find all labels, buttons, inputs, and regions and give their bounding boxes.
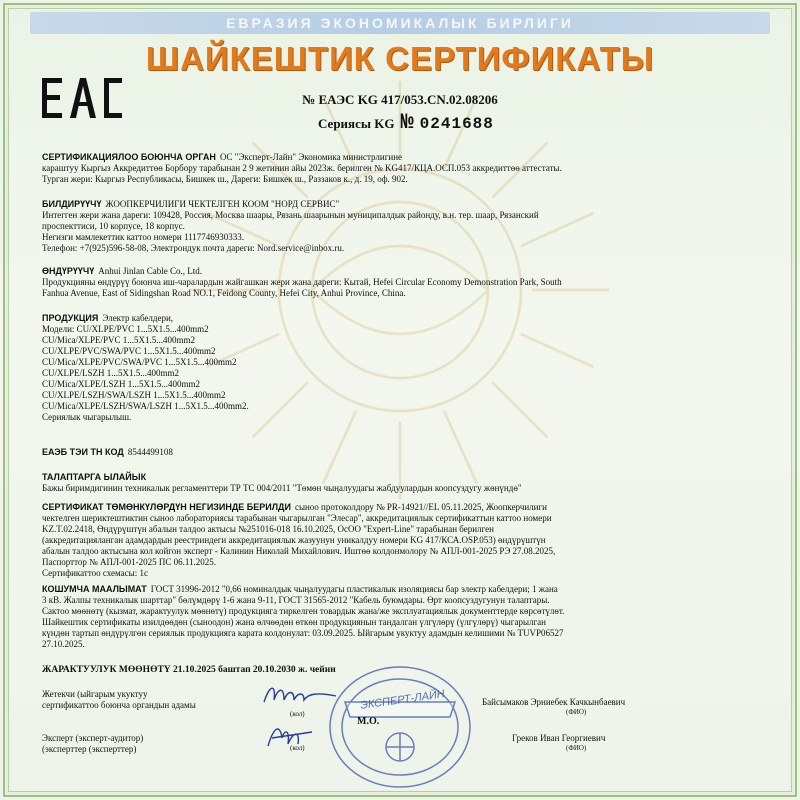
stamp-text: ЭКСПЕРТ-ЛАЙН — [359, 688, 446, 712]
product-block — [42, 313, 762, 423]
additional-info-label: КОШУМЧА МААЛЫМАТ — [42, 584, 147, 594]
expert-label: Эксперт (эксперт-аудитор) — [42, 733, 144, 743]
applicant-block — [42, 199, 762, 254]
hs-code-label: ЕАЭБ ТЭИ ТН КОД — [42, 447, 124, 457]
basis-line: сыноо протоколдору № PR-14921//EL 05.11.2025, Жоопкерчилиги — [294, 502, 547, 512]
banner-text: ЕВРАЗИЯ ЭКОНОМИКАЛЫК БИРЛИГИ — [226, 15, 574, 31]
requirements-label: ТАЛАПТАРГА ЫЛАЙЫК — [42, 472, 147, 482]
eeu-banner — [30, 12, 770, 34]
product-line: CU/Mica/XLPE/LSZH 1...5X1.5...400mm2 — [42, 379, 200, 389]
official-stamp — [325, 662, 475, 792]
applicant-line: Телефон: +7(925)596-58-08, Электрондук почта дареги: Nord.service@inbox.ru. — [42, 243, 345, 253]
head-sign-caption: (кол) — [290, 710, 305, 718]
requirements-block — [42, 472, 762, 494]
applicant-label: БИЛДИРҮҮЧҮ — [42, 199, 102, 209]
additional-info-line: 3 кВ. Жалпы техникалык шарттар" бөлүмдөрү 1-6 жана 9-11, ГОСТ 31565-2012 "Кабель буюмдары. Өрт коопсуздугунун талаптары. — [42, 595, 550, 605]
basis-line: чектелген шериктештиктин сыноо лабораториясы тарабынан чыгарылган "Элесар", аккредитациялык сертификаттын каттоо номери — [42, 513, 552, 523]
requirements-line: Бажы биримдигинин техникалык регламенттери ТР ТС 004/2011 "Төмөн чыңалуудагы жабдуулардын коопсуздугу жөнүндө" — [42, 483, 522, 493]
additional-info-line: Сактоо мөөнөтү (кызмат, жарактуулук мөөнөтү) продукцияга тиркелген товардык жана/же эксплуатациялык документтерде көрсөтүлөт. — [42, 606, 565, 616]
certificate-title: ШАЙКЕШТИК СЕРТИФИКАТЫ — [145, 40, 655, 77]
product-line: CU/Mica/XLPE/LSZH/SWA/LSZH 1...5X1.5...400mm2. — [42, 401, 249, 411]
series-number: 0241688 — [419, 115, 494, 133]
manufacturer-line: Продукцияны өндүрүү боюнча иш-чаралардын жайгашкан жери жана дареги: Кытай, Hefei Circular Economy Demonstration Park, South — [42, 277, 562, 287]
basis-block — [42, 502, 762, 579]
registration-number: № ЕАЭС KG 417/053.CN.02.08206 — [302, 92, 498, 107]
applicant-line: Негизги мамлекеттик каттоо номери 1117746930333. — [42, 232, 245, 242]
applicant-line: проспекттиси, 10 корпусе, 18 корпус. — [42, 221, 185, 231]
manufacturer-block — [42, 266, 762, 299]
product-line: Модели: CU/XLPE/PVC 1...5X1.5...400mm2 — [42, 324, 209, 334]
product-line: Сериялык чыгарылыш. — [42, 412, 132, 422]
hs-code-value: 8544499108 — [127, 447, 173, 457]
head-label: сертификаттоо боюнча органдын адамы — [42, 700, 196, 710]
basis-line: абалын талдоо актысына кол койгон эксперт - Калинин Николай Михайлович. Иштөө колдонмолору № АПЛ-001-2025 РЭ 27.08.2025, — [42, 546, 556, 556]
product-line: Электр кабелдери, — [102, 313, 174, 323]
certification-body-label: СЕРТИФИКАЦИЯЛОО БОЮНЧА ОРГАН — [42, 152, 216, 162]
expert-name: Греков Иван Георгиевич — [512, 733, 606, 743]
expert-label: (эксперттер (эксперттер) — [42, 744, 137, 754]
head-name: Байсымаков Эрниебек Качкынбаевич — [482, 697, 626, 707]
number-sign: № — [400, 110, 414, 135]
basis-label: СЕРТИФИКАТ ТӨМӨНКҮЛӨРДҮН НЕГИЗИНДЕ БЕРИЛДИ — [42, 502, 291, 512]
series-label: Сериясы KG — [318, 116, 395, 131]
product-line: CU/Mica/XLPE/PVC 1...5X1.5...400mm2 — [42, 335, 196, 345]
head-name-caption: (ФИО) — [566, 708, 587, 716]
certification-body-line: караштуу Кыргыз Аккредиттөө Борбору тарабынан 2 9 жетинин айы 2023ж. берилген № KG417/КЦА.ОСП.053 аккредиттөө аттестаты. — [42, 163, 562, 173]
product-line: CU/XLPE/LSZH 1...5X1.5...400mm2 — [42, 368, 180, 378]
series-row — [318, 110, 494, 135]
basis-line: Сертификаттоо схемасы: 1с — [42, 568, 148, 578]
additional-info-line: күндөн тартып өндүрүлгөн сериялык продукцияга карата колдонулат: 03.09.2025. Ыйгарым укуктуу адамдын келишими № TUVP06527 — [42, 628, 564, 638]
head-signature-row — [42, 689, 196, 711]
product-line: CU/XLPE/PVC/SWA/PVC 1...5X1.5...400mm2 — [42, 346, 216, 356]
basis-line: (аккредитацияланган адамдардын реестриндеги аккредитациялык жазуунун уникалдуу номери KG 417/КСА.OSP.053) өндүрүштүн — [42, 535, 546, 545]
product-label: ПРОДУКЦИЯ — [42, 313, 99, 323]
additional-info-line: ГОСТ 31996-2012 "0,66 номиналдык чыңалуудагы пластикалык изоляциясы бар электр кабелдери; 1 жана — [150, 584, 558, 594]
certification-body-block — [42, 152, 762, 185]
basis-line: KZ.T.02.2418, Өндүрүштүн абалын талдоо актысы №251016-018 16.10.2025, ОсОО "Expert-Line" тарабынан берилген — [42, 524, 494, 534]
additional-info-line: 27.10.2025. — [42, 639, 85, 649]
product-line: CU/XLPE/LSZH/SWA/LSZH 1...5X1.5...400mm2 — [42, 390, 226, 400]
expert-name-caption: (ФИО) — [566, 744, 587, 752]
applicant-line: ЖООПКЕРЧИЛИГИ ЧЕКТЕЛГЕН КООМ "НОРД СЕРВИС" — [105, 199, 340, 209]
product-line: CU/Mica/XLPE/PVC/SWA/PVC 1...5X1.5...400mm2 — [42, 357, 237, 367]
certification-body-line: Турган жери: Кыргыз Республикасы, Бишкек ш., Дареги: Бишкек ш., Раззаков к., д. 19, оф. 902. — [42, 174, 408, 184]
expert-signature-row — [42, 733, 143, 755]
expert-sign-caption: (кол) — [290, 744, 305, 752]
hs-code-block — [42, 447, 762, 458]
head-label: Жетекчи (ыйгарым укуктуу — [42, 689, 148, 699]
validity-text: ЖАРАКТУУЛУК МӨӨНӨТҮ 21.10.2025 баштап 20.10.2030 ж. чейин — [42, 665, 336, 675]
additional-info-block — [42, 584, 762, 650]
head-signature-icon — [260, 680, 340, 710]
manufacturer-label: ӨНДҮРҮҮЧҮ — [42, 266, 95, 276]
additional-info-line: Шайкештик сертификаты изилдөөдөн (сыноодон) жана өлчөөдөн өткөн продукциянын тандалган үлгүлөрү (үлгүлөрү) чыгарылган — [42, 617, 546, 627]
mp-mark: М.О. — [357, 716, 380, 727]
applicant-line: Интегген жери жана дареги: 109428, Россия, Москва шаары, Рязань шаарынын муниципалдык районду, в.н. тер. шаар, Рязанский — [42, 210, 539, 220]
manufacturer-line: Anhui Jinlan Cable Co., Ltd. — [98, 266, 203, 276]
certification-body-line: ОС "Эксперт-Лайн" Экономика министрлигине — [219, 152, 403, 162]
basis-line: Паспорттор № АПЛ-001-2025 ПС 06.11.2025. — [42, 557, 217, 567]
manufacturer-line: Fanhua Avenue, East of Sidingshan Road NO.1, Feidong County, Hefei City, Anhui Province, China. — [42, 288, 406, 298]
